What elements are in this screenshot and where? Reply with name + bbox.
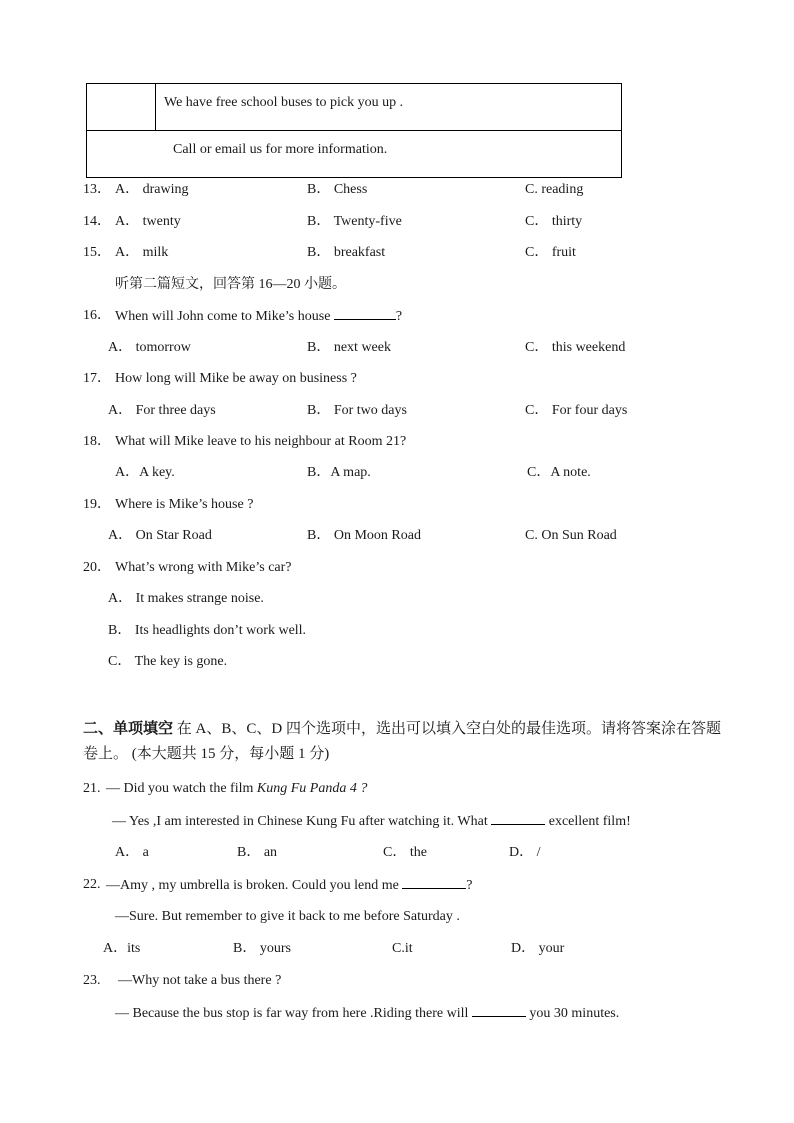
option-b: B． breakfast <box>307 245 386 260</box>
option-c: C． thirty <box>525 214 583 229</box>
answer-blank <box>472 1004 526 1017</box>
option-b: B． yours <box>233 941 291 956</box>
option-a: A． a <box>115 845 149 860</box>
answer-blank <box>334 307 396 320</box>
question-text: Where is Mike’s house ? <box>115 497 254 512</box>
option-c: C． the <box>383 845 427 860</box>
question-number: 21. <box>83 781 101 796</box>
question-text: What’s wrong with Mike’s car? <box>115 560 292 575</box>
question-text-part: —Amy , my umbrella is broken. Could you lend me <box>106 878 399 893</box>
info-table <box>86 83 622 178</box>
option-b: B． For two days <box>307 403 407 418</box>
option-b: B． next week <box>307 340 391 355</box>
option-a: A． It makes strange noise. <box>108 591 264 606</box>
option-c: C. On Sun Road <box>525 528 617 543</box>
option-b: B． Its headlights don’t work well. <box>108 623 307 638</box>
option-a: A．A key. <box>115 465 175 480</box>
option-a: A． milk <box>115 245 169 260</box>
film-title: Kung Fu Panda 4 ? <box>256 781 368 796</box>
question-number: 17． <box>83 371 111 386</box>
option-c: C． fruit <box>525 245 576 260</box>
question-number: 15． <box>83 245 111 260</box>
option-b: B．A map. <box>307 465 371 480</box>
option-d: D． your <box>511 941 565 956</box>
option-b: B． Twenty-five <box>307 214 402 229</box>
question-number: 18． <box>83 434 111 449</box>
info-table-text: Call or email us for more information. <box>173 142 388 157</box>
section-heading <box>83 717 723 767</box>
passage-instruction: 听第二篇短文，回答第 16—20 小题。 <box>115 277 346 292</box>
option-c: C． The key is gone. <box>108 654 228 669</box>
question-text-part: — Yes ,I am interested in Chinese Kung Fu after watching it. What <box>112 814 488 829</box>
question-text: How long will Mike be away on business ? <box>115 371 357 386</box>
info-table-row <box>87 84 621 131</box>
answer-blank <box>491 812 545 825</box>
question-number: 20． <box>83 560 111 575</box>
question-text: —Sure. But remember to give it back to me before Saturday . <box>115 909 460 924</box>
option-b: B． Chess <box>307 182 368 197</box>
question-text-part: you 30 minutes. <box>529 1006 620 1021</box>
question-text: —Why not take a bus there ? <box>118 973 282 988</box>
option-a: A． For three days <box>108 403 216 418</box>
option-b: B． an <box>237 845 278 860</box>
option-b: B． On Moon Road <box>307 528 421 543</box>
question-number: 14． <box>83 214 111 229</box>
question-text <box>112 812 631 831</box>
option-a: A． drawing <box>115 182 189 197</box>
info-table-empty-cell <box>87 84 156 130</box>
question-text <box>106 876 473 895</box>
option-c: C．A note. <box>527 465 591 480</box>
question-text-part: — Because the bus stop is far way from here .Riding there will <box>115 1006 469 1021</box>
question-text <box>106 780 367 798</box>
question-text-part: ? <box>395 309 403 324</box>
option-a: A． twenty <box>115 214 181 229</box>
question-text-part: — Did you watch the film <box>106 781 257 796</box>
question-number: 13． <box>83 182 111 197</box>
question-text-part: excellent film! <box>548 814 631 829</box>
question-number: 19． <box>83 497 111 512</box>
question-text-part: When will John come to Mike’s house <box>115 309 331 324</box>
question-text: What will Mike leave to his neighbour at Room 21? <box>115 434 407 449</box>
question-text-part: ? <box>466 878 473 893</box>
option-a: A．its <box>103 941 141 956</box>
option-c: C． For four days <box>525 403 628 418</box>
option-d: D． / <box>509 845 541 860</box>
option-a: A． tomorrow <box>108 340 191 355</box>
question-text <box>115 1004 619 1023</box>
question-number: 16． <box>83 308 111 323</box>
question-number: 23. <box>83 973 101 988</box>
section-title: 二、单项填空 <box>83 721 174 737</box>
question-text <box>115 307 402 326</box>
section-instructions: 在 A、B、C、D 四个选项中，选出可以填入空白处的最佳选项。请将答案涂在答题卷上。 (本大题共 15 分，每小题 1 分) <box>83 721 721 762</box>
option-c: C． this weekend <box>525 340 626 355</box>
info-table-text: We have free school buses to pick you up . <box>164 95 404 110</box>
question-number: 22. <box>83 877 101 892</box>
answer-blank <box>402 876 466 889</box>
option-c: C. reading <box>525 182 584 197</box>
option-c: C.it <box>392 941 413 956</box>
option-a: A． On Star Road <box>108 528 212 543</box>
